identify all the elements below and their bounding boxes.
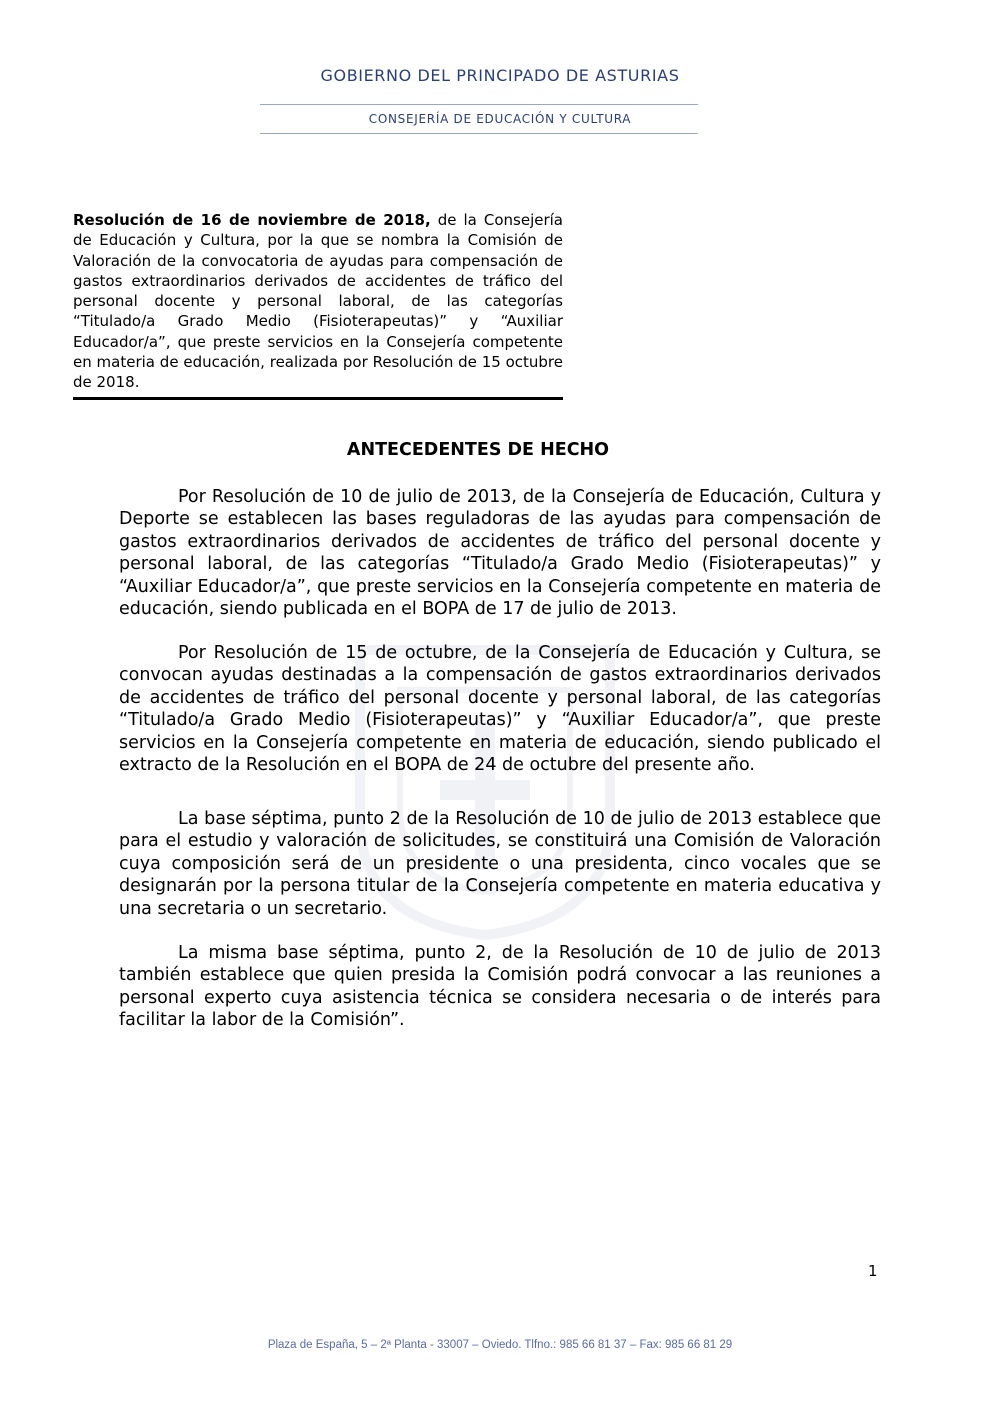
paragraph-4: La misma base séptima, punto 2, de la Resolución de 10 de julio de 2013 también establece que quien presida la Comisión podrá convocar a las reuniones a personal experto cuya asistencia técnica se considera necesaria o de interés para facilitar la labor de la Comisión”. <box>119 943 881 1031</box>
header-divider-bottom <box>260 133 698 134</box>
paragraph-3: La base séptima, punto 2 de la Resolución de 10 de julio de 2013 establece que para el estudio y valoración de solicitudes, se constituirá una Comisión de Valoración cuya composición será de un presidente o una presidenta, cinco vocales que se designarán por la persona titular de la Consejería competente en materia educativa y una secretaria o un secretario. <box>119 809 881 919</box>
paragraph-1: Por Resolución de 10 de julio de 2013, de la Consejería de Educación, Cultura y Deporte se establecen las bases reguladoras de las ayudas para compensación de gastos extraordinarios derivados de accidentes de tráfico del personal docente y personal laboral, de las categorías “Titulado/a Grado Medio (Fisioterapeutas)” y “Auxiliar Educador/a”, que preste servicios en la Consejería competente en materia de educación, siendo publicada en el BOPA de 17 de julio de 2013. <box>119 487 881 620</box>
header-organization: GOBIERNO DEL PRINCIPADO DE ASTURIAS <box>320 66 680 85</box>
resolution-summary <box>73 210 563 400</box>
page-number: 1 <box>868 1262 878 1280</box>
resolution-summary-text: de la Consejería de Educación y Cultura, por la que se nombra la Comisión de Valoración de la convocatoria de ayudas para compensación de gastos extraordinarios derivados de accidentes de tráfico del personal docente y personal laboral, de las categorías “Titulado/a Grado Medio (Fisioterapeutas)” y “Auxiliar Educador/a”, que preste servicios en la Consejería competente en materia de educación, realizada por Resolución de 15 octubre de 2018. <box>73 211 563 392</box>
footer-address: Plaza de España, 5 – 2ª Planta - 33007 – Oviedo. Tlfno.: 985 66 81 37 – Fax: 985 66 81 29 <box>267 1339 733 1351</box>
section-title: ANTECEDENTES DE HECHO <box>346 440 610 460</box>
header-divider-top <box>260 104 698 105</box>
paragraph-2: Por Resolución de 15 de octubre, de la Consejería de Educación y Cultura, se convocan ayudas destinadas a la compensación de gastos extraordinarios derivados de accidentes de tráfico del personal docente y personal laboral, de las categorías “Titulado/a Grado Medio (Fisioterapeutas)” y “Auxiliar Educador/a”, que preste servicios en la Consejería competente en materia de educación, siendo publicado el extracto de la Resolución en el BOPA de 24 de octubre del presente año. <box>119 643 881 776</box>
resolution-summary-lead: Resolución de 16 de noviembre de 2018, <box>73 211 431 229</box>
header-department: CONSEJERÍA DE EDUCACIÓN Y CULTURA <box>368 112 632 126</box>
